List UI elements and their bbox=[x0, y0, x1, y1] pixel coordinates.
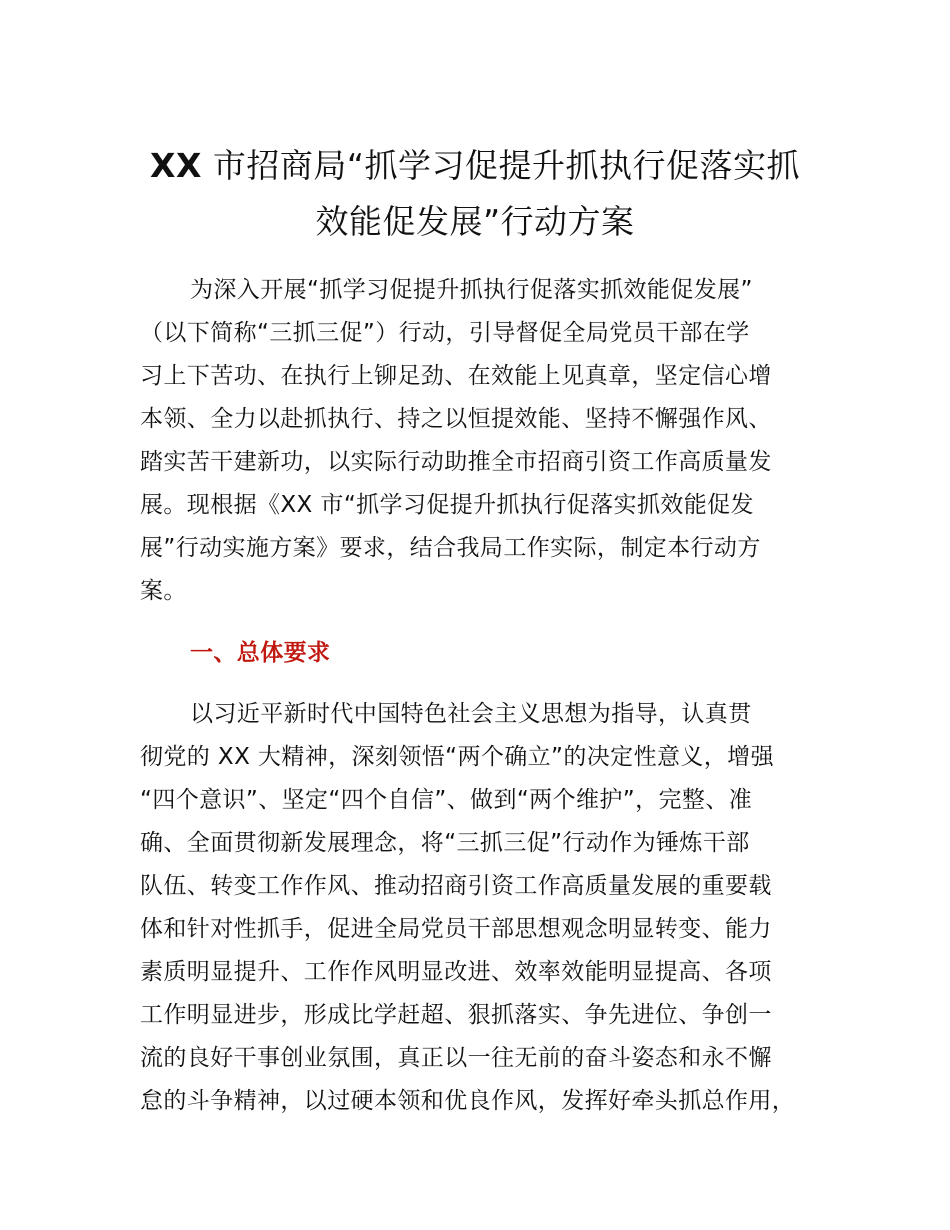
intro-line: 习上下苦功、在执行上铆足劲、在效能上见真章，坚定信心增 bbox=[140, 363, 772, 389]
intro-line: 本领、全力以赴抓执行、持之以恒提效能、坚持不懈强作风、 bbox=[140, 406, 772, 432]
document-title bbox=[120, 138, 830, 250]
requirements-line: 队伍、转变工作作风、推动招商引资工作高质量发展的重要载 bbox=[140, 873, 772, 899]
requirements-line: 彻党的 XX 大精神，深刻领悟“两个确立”的决定性意义，增强 bbox=[140, 744, 774, 770]
intro-line: 为深入开展“抓学习促提升抓执行促落实抓效能促发展” bbox=[190, 277, 753, 303]
intro-line: （以下简称“三抓三促”）行动，引导督促全局党员干部在学 bbox=[140, 320, 750, 346]
intro-paragraph bbox=[140, 269, 820, 613]
requirements-line: 确、全面贯彻新发展理念，将“三抓三促”行动作为锤炼干部 bbox=[140, 830, 750, 856]
requirements-line: 怠的斗争精神，以过硬本领和优良作风，发挥好牵头抓总作用， bbox=[140, 1088, 796, 1114]
general-requirements-paragraph bbox=[140, 693, 820, 1123]
requirements-line: 以习近平新时代中国特色社会主义思想为指导，认真贯 bbox=[190, 701, 752, 727]
requirements-line: 体和针对性抓手，促进全局党员干部思想观念明显转变、能力 bbox=[140, 916, 772, 942]
intro-line: 案。 bbox=[140, 578, 187, 604]
intro-line: 踏实苦干建新功，以实际行动助推全市招商引资工作高质量发 bbox=[140, 449, 772, 475]
title-line-2: 效能促发展”行动方案 bbox=[315, 202, 635, 241]
intro-line: 展。现根据《XX 市“抓学习促提升抓执行促落实抓效能促发 bbox=[140, 492, 754, 518]
requirements-line: 流的良好干事创业氛围，真正以一往无前的奋斗姿态和永不懈 bbox=[140, 1045, 772, 1071]
section-heading-general-requirements: 一、总体要求 bbox=[190, 640, 331, 666]
title-bold-prefix: XX bbox=[150, 146, 202, 185]
requirements-line: 工作明显进步，形成比学赶超、狠抓落实、争先进位、争创一 bbox=[140, 1002, 772, 1028]
intro-line: 展”行动实施方案》要求，结合我局工作实际，制定本行动方 bbox=[140, 535, 761, 561]
title-line-1-text: 市招商局“抓学习促提升抓执行促落实抓 bbox=[201, 146, 800, 185]
title-line-1 bbox=[120, 138, 830, 194]
requirements-line: “四个意识”、坚定“四个自信”、做到“两个维护”，完整、准 bbox=[140, 787, 753, 813]
requirements-line: 素质明显提升、工作作风明显改进、效率效能明显提高、各项 bbox=[140, 959, 772, 985]
